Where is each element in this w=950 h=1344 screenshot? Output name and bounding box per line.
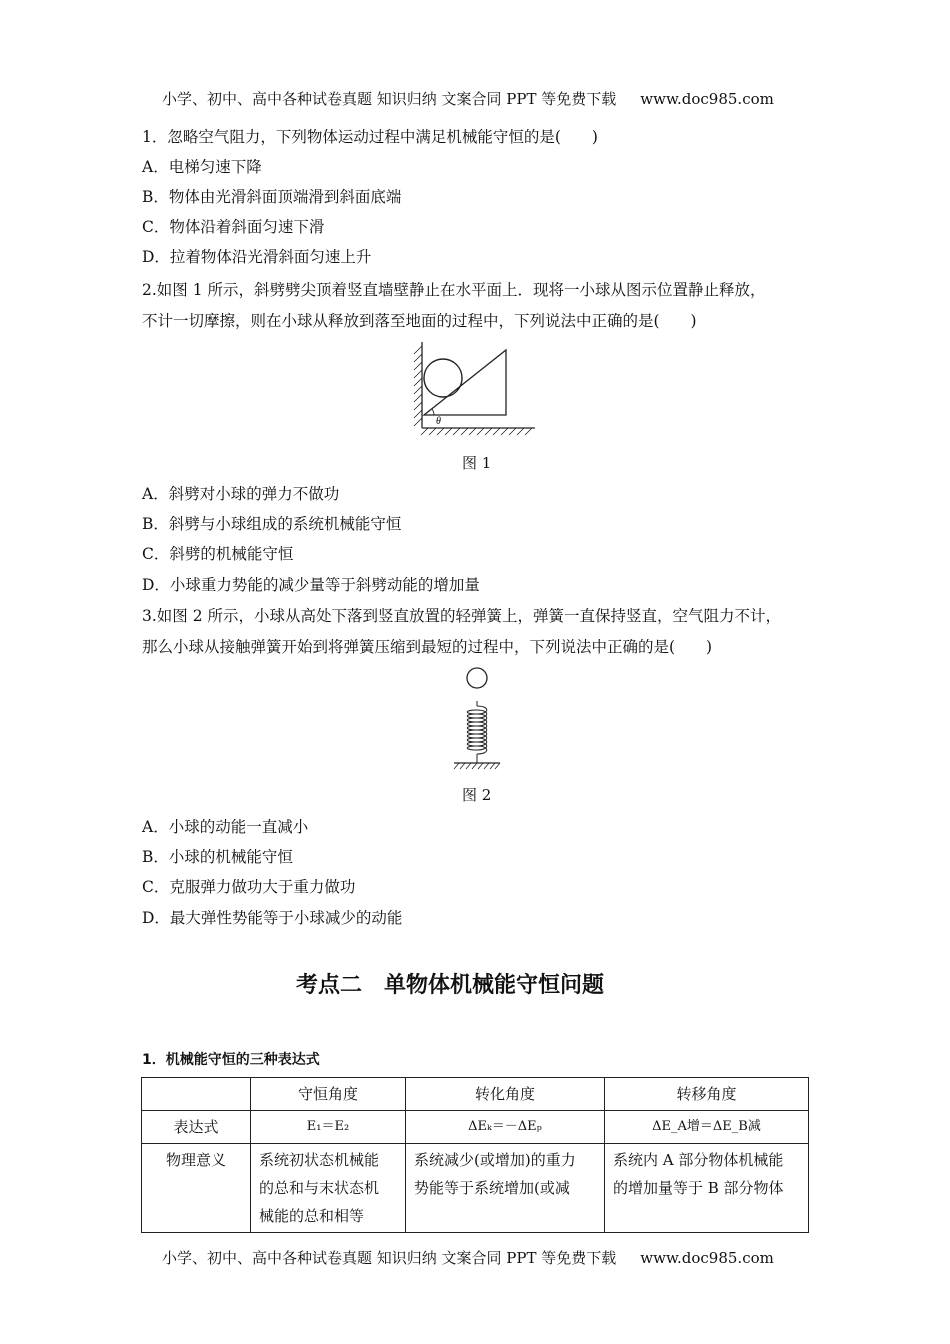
figure-1-wedge-diagram — [410, 338, 540, 438]
header-site: www.doc985.com — [640, 90, 774, 108]
table-cell-line: 系统初状态机械能 — [259, 1151, 380, 1169]
q2-stem-line2: 不计一切摩擦，则在小球从释放到落至地面的过程中，下列说法中正确的是( ) — [142, 312, 697, 330]
q3-option-d: D．最大弹性势能等于小球减少的动能 — [142, 909, 403, 927]
table-cell: 物理意义 — [142, 1144, 251, 1233]
table-cell-line: 系统减少(或增加)的重力 — [414, 1151, 576, 1169]
footer-text: 小学、初中、高中各种试卷真题 知识归纳 文案合同 PPT 等免费下载 — [162, 1249, 617, 1267]
table-cell — [605, 1144, 809, 1233]
q3-stem-line1: 3.如图 2 所示，小球从高处下落到竖直放置的轻弹簧上，弹簧一直保持竖直，空气阻力不计， — [142, 607, 782, 625]
table-cell-line: 械能的总和相等 — [259, 1207, 365, 1225]
figure-2-spring-diagram — [450, 665, 502, 773]
table-header-cell: 守恒角度 — [251, 1078, 406, 1111]
table-cell-line: 的总和与末状态机 — [259, 1179, 380, 1197]
table-header-cell — [142, 1078, 251, 1111]
table-cell-line: 的增加量等于 B 部分物体 — [613, 1179, 784, 1197]
table-cell-line: 势能等于系统增加(或减 — [414, 1179, 570, 1197]
q2-option-a: A．斜劈对小球的弹力不做功 — [142, 485, 340, 503]
ball — [467, 668, 487, 688]
q1-option-b: B．物体由光滑斜面顶端滑到斜面底端 — [142, 188, 402, 206]
table-header-row — [142, 1078, 809, 1111]
table-header-cell: 转移角度 — [605, 1078, 809, 1111]
table-cell — [406, 1144, 605, 1233]
ground-hatch — [421, 428, 532, 435]
q2-stem-line1: 2.如图 1 所示，斜劈劈尖顶着竖直墙壁静止在水平面上．现将一小球从图示位置静止释放， — [142, 281, 766, 299]
ball — [424, 359, 462, 397]
q3-option-a: A．小球的动能一直减小 — [142, 818, 309, 836]
q1-stem: 1．忽略空气阻力，下列物体运动过程中满足机械能守恒的是( ) — [142, 128, 598, 146]
angle-label: θ — [436, 416, 441, 427]
table-header-cell: 转化角度 — [406, 1078, 605, 1111]
q3-option-c: C．克服弹力做功大于重力做功 — [142, 878, 356, 896]
angle-arc — [432, 409, 434, 415]
table-cell: ΔE_A增＝ΔE_B减 — [605, 1111, 809, 1144]
table-cell: E₁＝E₂ — [251, 1111, 406, 1144]
q2-option-d: D．小球重力势能的减少量等于斜劈动能的增加量 — [142, 576, 480, 594]
figure-2-caption: 图 2 — [462, 786, 492, 804]
page-footer — [162, 1247, 774, 1268]
table-cell — [251, 1144, 406, 1233]
table-cell-line: 系统内 A 部分物体机械能 — [613, 1151, 784, 1169]
q3-stem-line2: 那么小球从接触弹簧开始到将弹簧压缩到最短的过程中，下列说法中正确的是( ) — [142, 638, 713, 656]
spring-ground-hatch — [454, 763, 500, 769]
wall-hatch — [414, 346, 422, 426]
q3-option-b: B．小球的机械能守恒 — [142, 848, 293, 866]
table-cell: ΔEₖ＝－ΔEₚ — [406, 1111, 605, 1144]
section-title: 考点二 单物体机械能守恒问题 — [296, 973, 605, 998]
q1-option-a: A．电梯匀速下降 — [142, 158, 262, 176]
footer-site: www.doc985.com — [640, 1249, 774, 1267]
table-row — [142, 1144, 809, 1233]
q2-option-c: C．斜劈的机械能守恒 — [142, 545, 294, 563]
q1-option-c: C．物体沿着斜面匀速下滑 — [142, 218, 325, 236]
section-subhead: 1．机械能守恒的三种表达式 — [142, 1052, 320, 1068]
table-cell: 表达式 — [142, 1111, 251, 1144]
table-row — [142, 1111, 809, 1144]
expression-table — [141, 1077, 809, 1233]
spring-coils — [467, 706, 487, 754]
figure-1-caption: 图 1 — [462, 454, 492, 472]
q1-option-d: D．拉着物体沿光滑斜面匀速上升 — [142, 248, 372, 266]
page-header — [162, 88, 774, 109]
q2-option-b: B．斜劈与小球组成的系统机械能守恒 — [142, 515, 402, 533]
header-text: 小学、初中、高中各种试卷真题 知识归纳 文案合同 PPT 等免费下载 — [162, 90, 617, 108]
